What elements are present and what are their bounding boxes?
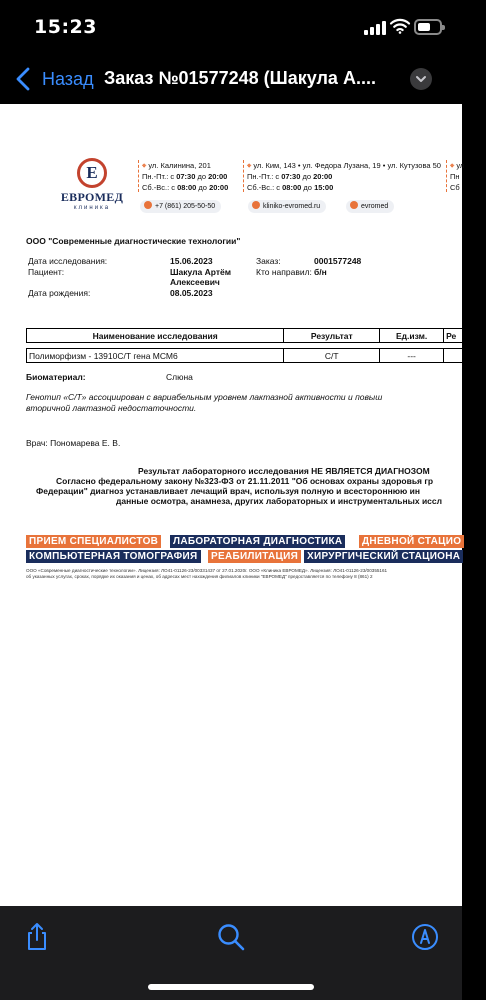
patient-label: Пациент: — [28, 267, 65, 277]
patient-name-line2: Алексеевич — [170, 277, 220, 287]
share-icon[interactable] — [22, 922, 52, 952]
clinic-logo — [54, 158, 130, 211]
service-banner: ДНЕВНОЙ СТАЦИО — [359, 535, 464, 548]
address-divider — [243, 160, 244, 192]
globe-icon — [252, 201, 260, 209]
service-banner: КОМПЬЮТЕРНАЯ ТОМОГРАФИЯ — [26, 550, 201, 563]
clinic-phone[interactable]: +7 (861) 205-50-50 — [140, 200, 221, 213]
table-row — [27, 349, 486, 363]
column-header-name: Наименование исследования — [27, 329, 284, 343]
test-reference — [444, 349, 486, 363]
status-time: 15:23 — [34, 16, 97, 38]
clinic-address-3: ⌖ ул Пн Сб — [450, 161, 465, 192]
chevron-left-icon — [12, 67, 36, 91]
phone-icon — [144, 201, 152, 209]
date-label: Дата исследования: — [28, 256, 108, 266]
referrer-label: Кто направил: — [256, 267, 312, 277]
service-banner: ЛАБОРАТОРНАЯ ДИАГНОСТИКА — [170, 535, 345, 548]
wifi-icon — [390, 18, 410, 34]
order-value: 0001577248 — [314, 256, 362, 266]
service-banner: ХИРУРГИЧЕСКИЙ СТАЦИОНА — [304, 550, 463, 563]
logo-subtitle: клиника — [73, 205, 111, 211]
logo-emblem: Е — [77, 158, 107, 188]
instagram-icon — [350, 201, 358, 209]
home-indicator[interactable] — [148, 984, 314, 990]
biomaterial-value: Слюна — [166, 372, 193, 382]
doctor-name: Врач: Пономарева Е. В. — [26, 438, 121, 448]
biomaterial-label: Биоматериал: — [26, 372, 86, 382]
document-page — [0, 104, 465, 906]
address-divider — [138, 160, 139, 192]
patient-name-line1: Шакула Артём — [170, 267, 232, 277]
title-menu-button[interactable] — [410, 68, 432, 90]
clinic-address-2: ⌖ ул. Ким, 143 • ул. Федора Лузана, 19 • ул. Кутузова 50 Пн.-Пт.: с 07:30 до 20:00 Сб.-Вс.: с 08:00 до 15:00 — [247, 161, 441, 192]
notice-line-2: Согласно федеральному закону №323-ФЗ от 21.11.2011 "Об основах охраны здоровья гр — [56, 476, 434, 486]
notice-heading: Результат лабораторного исследования НЕ ЯВЛЯЕТСЯ ДИАГНОЗОМ — [138, 466, 430, 476]
license-fineprint: об указанных услугах, сроках, порядке их оказания и ценах, об адресах мест нахождения филиалов клиники "ЕВРОМЕД" предоставляется по телефону 8 (861) 2 — [26, 574, 373, 579]
table-header-row — [27, 329, 486, 343]
chevron-down-icon — [416, 76, 426, 83]
birth-label: Дата рождения: — [28, 288, 91, 298]
navigation-bar — [0, 56, 462, 104]
test-result: С/Т — [284, 349, 380, 363]
test-name: Полиморфизм - 13910С/Т гена МСМ6 — [27, 349, 284, 363]
organization-name: ООО "Современные диагностические технологии" — [26, 236, 241, 246]
back-button[interactable] — [12, 64, 94, 94]
search-icon[interactable] — [216, 922, 246, 952]
document-title: Заказ №01577248 (Шакула А.... — [104, 68, 376, 88]
clinic-address-1: ⌖ ул. Калинина, 201 Пн.-Пт.: с 07:30 до 20:00 Сб.-Вс.: с 08:00 до 20:00 — [142, 161, 229, 192]
status-bar — [0, 0, 462, 56]
clinic-social[interactable]: evromed — [346, 200, 394, 213]
result-comment: Генотип «С/Т» ассоциирован с вариабельным уровнем лактазной активности и повыш вторичной лактазной недостаточности. — [26, 392, 383, 413]
markup-icon[interactable] — [410, 922, 440, 952]
notice-line-3: Федерации" диагноз устанавливает лечащий врач, используя полную и всестороннюю ин — [36, 486, 420, 496]
results-table — [26, 328, 486, 363]
address-divider — [446, 160, 447, 192]
clinic-website[interactable]: kliniko-evromed.ru — [248, 200, 326, 213]
birth-value: 08.05.2023 — [170, 288, 213, 298]
notice-line-4: данные осмотра, анамнеза, других лабораторных и инструментальных иссл — [116, 496, 443, 506]
referrer-value: б/н — [314, 267, 327, 277]
order-label: Заказ: — [256, 256, 281, 266]
cellular-signal-icon — [364, 21, 386, 35]
column-header-result: Результат — [284, 329, 380, 343]
logo-name: ЕВРОМЕД — [60, 190, 124, 204]
service-banner: ПРИЕМ СПЕЦИАЛИСТОВ — [26, 535, 161, 548]
service-banner: РЕАБИЛИТАЦИЯ — [208, 550, 301, 563]
battery-icon — [414, 19, 442, 35]
back-label: Назад — [42, 68, 94, 89]
column-header-reference: Ре — [444, 329, 486, 343]
column-header-unit: Ед.изм. — [380, 329, 444, 343]
test-unit: --- — [380, 349, 444, 363]
license-fineprint: ООО «Современные диагностические технологии». Лицензия: ЛО41-01126-23/00331437 от 27.01.2020г. ООО «Клиника ЕВРОМЕД». Лицензия: ЛО41-01126-23/00355161 — [26, 568, 388, 573]
date-value: 15.06.2023 — [170, 256, 213, 266]
